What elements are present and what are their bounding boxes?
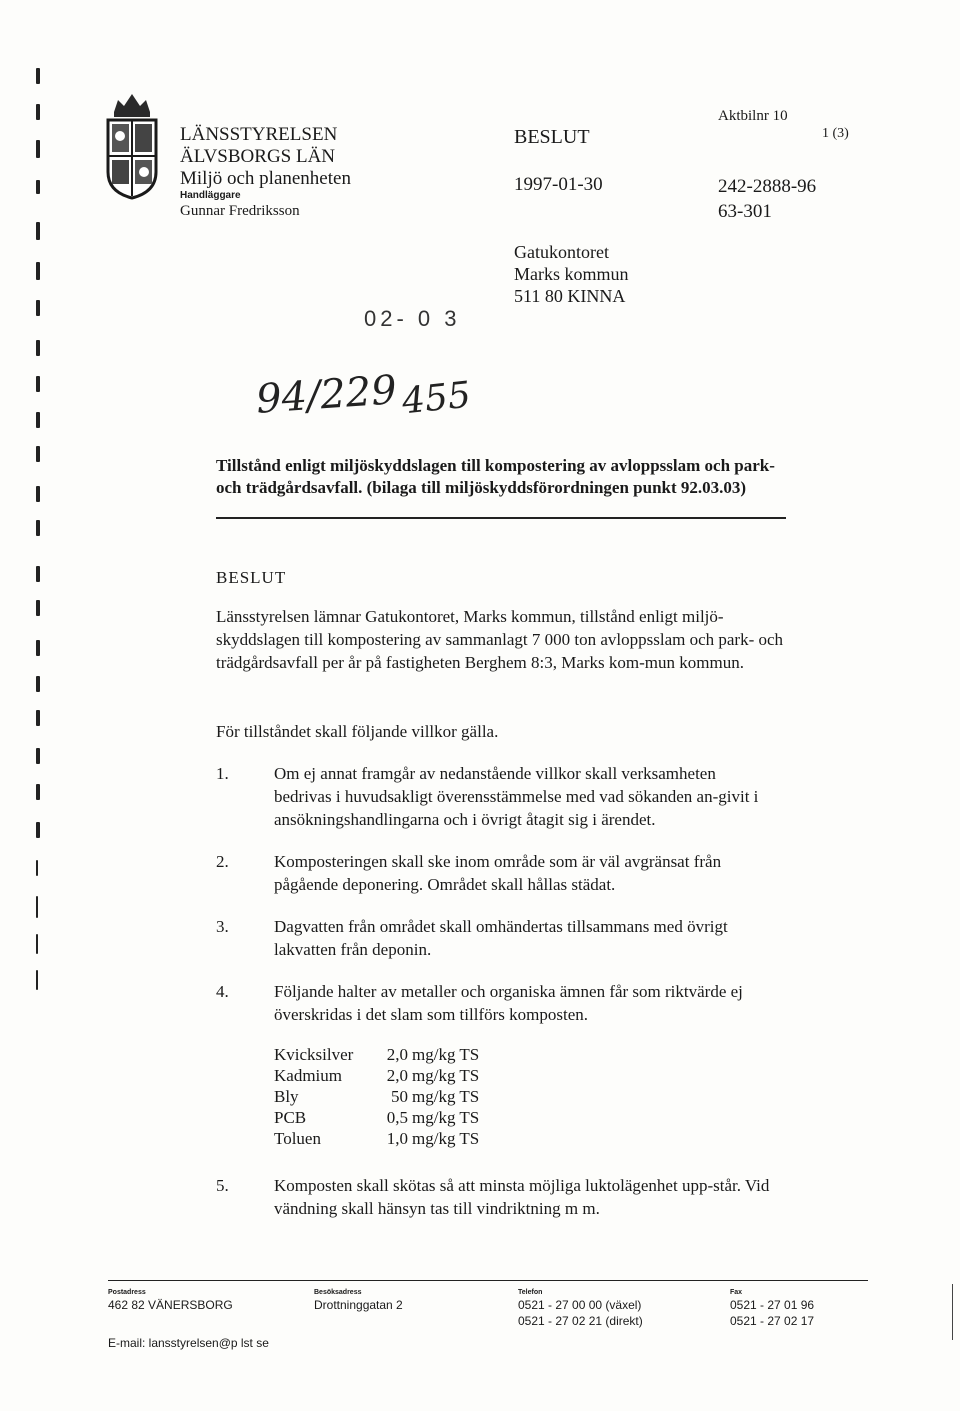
fax-number: 0521 - 27 02 17	[730, 1314, 815, 1328]
conditions-intro: För tillståndet skall följande villkor gälla.	[216, 722, 499, 741]
decision-paragraph: Länsstyrelsen lämnar Gatukontoret, Marks kommun, tillstånd enligt miljö-skyddslagen till kompostering av sammanlagt 7 000 ton avloppsslam och park- och trädgårdsavfall per år på fastigheten Berghem 8:3, Marks kom-mun kommun.	[216, 607, 784, 672]
scan-mark	[36, 140, 40, 158]
substance-name: Kadmium	[274, 1066, 342, 1085]
table-row	[274, 1128, 479, 1149]
recipient-line: 511 80 KINNA	[514, 286, 626, 306]
scan-mark	[36, 520, 40, 536]
scan-mark	[36, 860, 38, 876]
scan-mark	[36, 600, 40, 616]
scan-mark	[36, 376, 40, 392]
table-row	[274, 1044, 479, 1065]
visit-address: Drottninggatan 2	[314, 1298, 403, 1312]
handler-label: Handläggare	[180, 190, 241, 201]
condition-text: Komposten skall skötas så att minsta möjliga luktolägenhet upp-står. Vid vändning skall hänsyn tas till vindriktning m m.	[274, 1176, 770, 1218]
condition-text: Komposteringen skall ske inom område som är väl avgränsat från pågående deponering. Området skall hållas städat.	[274, 852, 722, 894]
phone-number: 0521 - 27 02 21 (direkt)	[518, 1314, 643, 1328]
limit-values-table	[274, 1044, 479, 1149]
reference-number: 63-301	[718, 201, 772, 222]
recipient-line: Marks kommun	[514, 264, 629, 284]
recipient-line: Gatukontoret	[514, 242, 609, 262]
department-name: Miljö och planenheten	[180, 168, 351, 189]
appendix-number: Aktbilnr 10	[718, 108, 788, 124]
limit-unit: mg/kg TS	[412, 1045, 480, 1064]
limit-unit: mg/kg TS	[412, 1129, 480, 1148]
condition-number: 1.	[216, 764, 229, 783]
fax-label: Fax	[730, 1289, 743, 1296]
handler-name: Gunnar Fredriksson	[180, 203, 300, 219]
scan-mark	[36, 180, 40, 194]
scan-mark	[36, 640, 40, 656]
reference-numbers	[718, 174, 816, 224]
handwritten-case-number: 94/229	[254, 367, 399, 423]
postal-label: Postadress	[108, 1289, 146, 1296]
phone-number: 0521 - 27 00 00 (växel)	[518, 1298, 642, 1312]
table-row	[274, 1107, 479, 1128]
limit-value: 50	[391, 1087, 408, 1106]
table-row	[274, 1065, 479, 1086]
scan-mark	[36, 68, 40, 84]
condition-number: 2.	[216, 852, 229, 871]
scan-mark	[36, 446, 40, 462]
agency-name: LÄNSSTYRELSEN	[180, 124, 338, 145]
scan-mark	[36, 822, 40, 838]
doc-type: BESLUT	[514, 126, 590, 148]
scan-mark	[36, 566, 40, 582]
scan-mark	[36, 784, 40, 800]
substance-name: Toluen	[274, 1129, 321, 1148]
section-heading: BESLUT	[216, 568, 287, 587]
scan-mark	[36, 896, 38, 918]
limit-value: 2,0	[386, 1066, 408, 1085]
limit-value: 0,5	[386, 1108, 408, 1127]
table-row	[274, 1086, 479, 1107]
received-stamp: 02- 0 3	[364, 306, 461, 331]
agency-block	[180, 124, 351, 220]
condition-number: 3.	[216, 917, 229, 936]
phone-label: Telefon	[518, 1289, 543, 1296]
scan-mark	[36, 262, 40, 280]
scan-mark	[36, 676, 40, 692]
scan-mark	[36, 934, 38, 954]
recipient-address	[514, 241, 629, 307]
handwritten-number: 455	[400, 374, 473, 423]
scan-mark	[36, 222, 40, 240]
decision-date: 1997-01-30	[514, 174, 603, 195]
scan-mark	[36, 486, 40, 502]
substance-name: Kvicksilver	[274, 1045, 354, 1064]
page-number: 1 (3)	[822, 126, 849, 141]
scan-mark	[36, 412, 40, 428]
footer-rule	[108, 1280, 868, 1281]
scan-mark	[36, 970, 38, 990]
fax-number: 0521 - 27 01 96	[730, 1298, 815, 1312]
postal-address: 462 82 VÄNERSBORG	[108, 1298, 233, 1312]
condition-text: Om ej annat framgår av nedanstående villkor skall verksamheten bedrivas i huvudsakligt överensstämmelse med vad sökanden an-givit i ansökningshandlingarna och i övrigt åtagit sig i ärendet.	[274, 764, 759, 829]
coat-of-arms-icon	[100, 92, 164, 202]
substance-name: PCB	[274, 1108, 307, 1127]
condition-text: Dagvatten från området skall omhändertas tillsammans med övrigt lakvatten från deponin.	[274, 917, 728, 959]
limit-unit: mg/kg TS	[412, 1087, 480, 1106]
reference-number: 242-2888-96	[718, 176, 817, 197]
scan-mark	[36, 340, 40, 356]
substance-name: Bly	[274, 1087, 299, 1106]
footer-visit	[314, 1288, 403, 1313]
scan-mark	[36, 300, 40, 316]
subject-heading: Tillstånd enligt miljöskyddslagen till kompostering av avloppsslam och park- och trädgårdsavfall. (bilaga till miljöskyddsförordningen punkt 92.03.03)	[216, 456, 775, 497]
scan-edge-line	[952, 1284, 953, 1340]
limit-unit: mg/kg TS	[412, 1066, 480, 1085]
condition-text: Följande halter av metaller och organiska ämnen får som riktvärde ej överskridas i det slam som tillförs komposten.	[274, 982, 743, 1024]
scan-mark	[36, 748, 40, 764]
scan-mark	[36, 104, 40, 120]
condition-number: 5.	[216, 1176, 229, 1195]
condition-number: 4.	[216, 982, 229, 1001]
email-address: E-mail: lansstyrelsen@p lst se	[108, 1336, 269, 1350]
footer-fax	[730, 1288, 814, 1329]
scan-mark	[36, 710, 40, 726]
county-name: ÄLVSBORGS LÄN	[180, 146, 336, 167]
subject-underline	[216, 517, 786, 519]
footer-postal	[108, 1288, 233, 1313]
limit-unit: mg/kg TS	[412, 1108, 480, 1127]
limit-value: 2,0	[386, 1045, 408, 1064]
visit-label: Besöksadress	[314, 1289, 362, 1296]
footer-phone	[518, 1288, 643, 1329]
limit-value: 1,0	[386, 1129, 408, 1148]
